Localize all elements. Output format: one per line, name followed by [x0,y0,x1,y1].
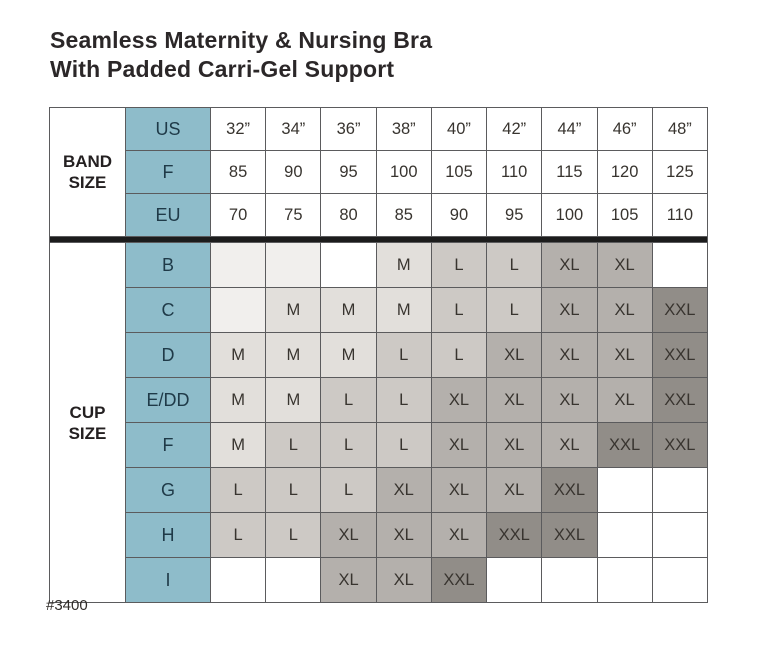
band-value-cell: 46” [597,108,652,151]
band-value-cell: 42” [487,108,542,151]
size-cell [266,558,321,603]
size-cell: L [431,333,486,378]
section-label-line: CUP [69,402,106,422]
row-label-g: G [126,468,211,513]
size-cell [652,513,707,558]
size-cell: L [376,378,431,423]
band-value-cell: 38” [376,108,431,151]
size-cell: XL [597,378,652,423]
size-cell: XXL [487,513,542,558]
row-label-us: US [126,108,211,151]
cup-row-i [50,558,708,603]
band-value-cell: 100 [542,194,597,237]
size-cell: M [321,288,376,333]
size-cell: M [266,333,321,378]
size-cell: XL [542,243,597,288]
band-value-cell: 34” [266,108,321,151]
size-cell: XL [487,378,542,423]
size-cell [266,243,321,288]
size-cell: XL [542,288,597,333]
size-cell: XL [431,378,486,423]
band-value-cell: 110 [487,151,542,194]
size-cell: L [321,423,376,468]
size-cell: XL [597,333,652,378]
size-cell [487,558,542,603]
size-cell: L [266,423,321,468]
size-cell [542,558,597,603]
size-cell: L [321,468,376,513]
size-cell: M [376,288,431,333]
band-value-cell: 100 [376,151,431,194]
size-chart-table [49,107,708,603]
section-label-line: BAND [62,152,113,171]
band-row-f [50,151,708,194]
size-cell: XL [487,333,542,378]
size-cell [652,558,707,603]
band-value-cell: 75 [266,194,321,237]
size-cell: M [211,423,266,468]
size-cell: XL [431,423,486,468]
size-cell: XL [321,558,376,603]
size-cell: M [211,378,266,423]
size-cell: L [211,513,266,558]
size-cell: L [376,333,431,378]
size-cell: L [266,468,321,513]
page-title-line1: Seamless Maternity & Nursing Bra [50,27,433,53]
size-cell: XL [597,243,652,288]
size-cell: XXL [431,558,486,603]
size-cell [321,243,376,288]
cup-row-g [50,468,708,513]
size-cell: XXL [652,333,707,378]
cup-row-b [50,243,708,288]
cup-row-h [50,513,708,558]
size-cell: L [431,243,486,288]
size-cell [652,468,707,513]
band-value-cell: 105 [431,151,486,194]
row-label-d: D [126,333,211,378]
size-cell: M [321,333,376,378]
size-cell: L [211,468,266,513]
size-cell: L [321,378,376,423]
band-value-cell: 48” [652,108,707,151]
row-label-f: F [126,151,211,194]
style-number: #3400 [46,597,88,614]
page-title [50,26,432,84]
row-label-i: I [126,558,211,603]
size-cell: L [487,288,542,333]
size-cell: XL [376,558,431,603]
size-cell [211,558,266,603]
band-value-cell: 32” [211,108,266,151]
size-cell: XL [542,333,597,378]
band-value-cell: 70 [211,194,266,237]
size-cell: M [376,243,431,288]
cup-row-f [50,423,708,468]
size-cell [597,558,652,603]
band-size-section-label [50,108,126,237]
size-cell: XXL [597,423,652,468]
size-cell: XL [597,288,652,333]
band-value-cell: 44” [542,108,597,151]
size-cell [211,243,266,288]
size-cell: XL [542,423,597,468]
size-cell: M [211,333,266,378]
band-value-cell: 125 [652,151,707,194]
size-cell: XL [431,468,486,513]
band-value-cell: 80 [321,194,376,237]
row-label-b: B [126,243,211,288]
band-value-cell: 90 [431,194,486,237]
size-cell: XXL [652,423,707,468]
cup-size-section-label [50,243,126,603]
size-cell: XXL [542,513,597,558]
band-value-cell: 95 [321,151,376,194]
section-label-line: SIZE [68,173,107,192]
size-cell: L [266,513,321,558]
page-title-line2: With Padded Carri-Gel Support [50,56,395,82]
size-cell: XL [376,513,431,558]
row-label-e-dd: E/DD [126,378,211,423]
band-value-cell: 115 [542,151,597,194]
band-value-cell: 85 [211,151,266,194]
cup-row-e-dd [50,378,708,423]
band-value-cell: 95 [487,194,542,237]
size-cell [597,513,652,558]
size-cell: L [487,243,542,288]
size-cell [597,468,652,513]
size-cell: M [266,378,321,423]
size-cell: L [431,288,486,333]
row-label-c: C [126,288,211,333]
size-grid [49,107,708,603]
band-value-cell: 40” [431,108,486,151]
size-cell: XXL [652,288,707,333]
cup-row-d [50,333,708,378]
band-value-cell: 105 [597,194,652,237]
band-value-cell: 85 [376,194,431,237]
band-value-cell: 36” [321,108,376,151]
size-cell [211,288,266,333]
size-cell: L [376,423,431,468]
size-cell: XL [487,423,542,468]
row-label-f: F [126,423,211,468]
size-cell: XL [321,513,376,558]
row-label-h: H [126,513,211,558]
band-value-cell: 120 [597,151,652,194]
band-row-us [50,108,708,151]
band-value-cell: 110 [652,194,707,237]
size-cell: XL [376,468,431,513]
size-cell [652,243,707,288]
band-value-cell: 90 [266,151,321,194]
cup-row-c [50,288,708,333]
size-cell: XL [487,468,542,513]
size-cell: XXL [542,468,597,513]
band-row-eu [50,194,708,237]
section-label-line: SIZE [68,423,107,443]
row-label-eu: EU [126,194,211,237]
size-cell: XXL [652,378,707,423]
size-cell: XL [542,378,597,423]
size-cell: M [266,288,321,333]
size-cell: XL [431,513,486,558]
